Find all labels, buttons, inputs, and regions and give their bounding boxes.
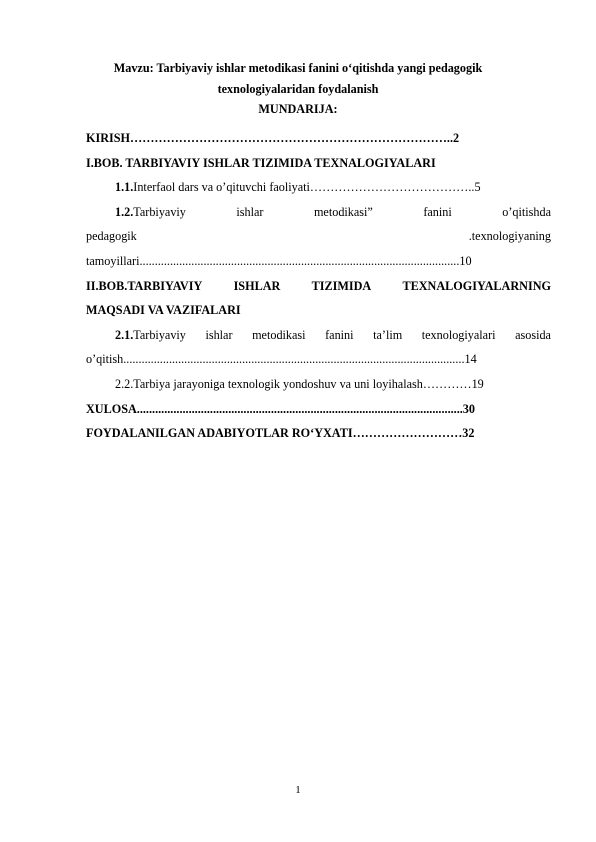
- toc-entry-1-2-line-1: [86, 200, 551, 225]
- toc-entry-1-1: [86, 175, 551, 200]
- toc-entry-2-1-line-2: o’qitish................................................................................................................14: [86, 352, 477, 367]
- toc-entry-1-2-number: 1.2.: [115, 204, 134, 219]
- toc-entry-1-1-text: Interfaol dars va o’qituvchi faoliyati…………………………………..5: [133, 180, 481, 195]
- toc-entry-kirish: KIRISH……………………………………………………………………..2: [86, 131, 460, 145]
- document-title: [86, 58, 510, 100]
- toc-entry-2-2: 2.2.Tarbiya jarayoniga texnologik yondoshuv va uni loyihalash…………19: [115, 376, 484, 391]
- toc-entry-chapter-2-line-1: [86, 274, 551, 299]
- toc-word-text: Tarbiyaviy: [133, 204, 186, 219]
- toc-word: texnologiyalari: [421, 327, 496, 342]
- toc-entry-chapter-1: I.BOB. TARBIYAVIY ISHLAR TIZIMIDA TEXNALOGIYALARI: [86, 155, 436, 170]
- toc-word: II.BOB.TARBIYAVIY: [86, 278, 203, 293]
- toc-word: metodikasi: [252, 327, 306, 342]
- toc-word: TIZIMIDA: [311, 278, 372, 293]
- toc-word: TEXNALOGIYALARNING: [402, 278, 551, 293]
- toc-word: .texnologiyaning: [468, 229, 551, 244]
- toc-word-text: Tarbiyaviy: [133, 327, 186, 342]
- toc-word: fanini: [423, 204, 452, 219]
- toc-entry-1-1-number: 1.1.: [115, 180, 134, 195]
- toc-word: fanini: [325, 327, 354, 342]
- toc-word: o’qitishda: [502, 204, 551, 219]
- toc-word: ISHLAR: [233, 278, 281, 293]
- toc-entry-xulosa: XULOSA...........................................................................................................30: [86, 401, 475, 416]
- toc-word: metodikasi”: [313, 204, 373, 219]
- toc-word: pedagogik: [86, 229, 137, 244]
- toc-word: [115, 323, 186, 348]
- toc-entry-1-2-line-3: tamoyillari.........................................................................................................10: [86, 253, 472, 268]
- toc-entry-references: FOYDALANILGAN ADABIYOTLAR RO‘YXATI………………………32: [86, 426, 475, 441]
- table-of-contents: [86, 126, 551, 446]
- toc-entry-2-1-line-1: [86, 323, 551, 348]
- title-line-1: Mavzu: Tarbiyaviy ishlar metodikasi fanini o‘qitishda yangi pedagogik: [113, 61, 483, 75]
- toc-word: ta’lim: [373, 327, 403, 342]
- toc-word: [115, 200, 186, 225]
- toc-word: asosida: [515, 327, 551, 342]
- page-number: 1: [295, 784, 301, 796]
- toc-entry-2-1-number: 2.1.: [115, 327, 134, 342]
- toc-word: ishlar: [205, 327, 233, 342]
- title-line-2: texnologiyalaridan foydalanish: [217, 82, 379, 96]
- contents-heading: MUNDARIJA:: [258, 102, 338, 116]
- toc-entry-chapter-2-line-2: MAQSADI VA VAZIFALARI: [86, 303, 241, 318]
- toc-word: ishlar: [236, 204, 264, 219]
- toc-entry-1-2-line-2: [86, 224, 551, 249]
